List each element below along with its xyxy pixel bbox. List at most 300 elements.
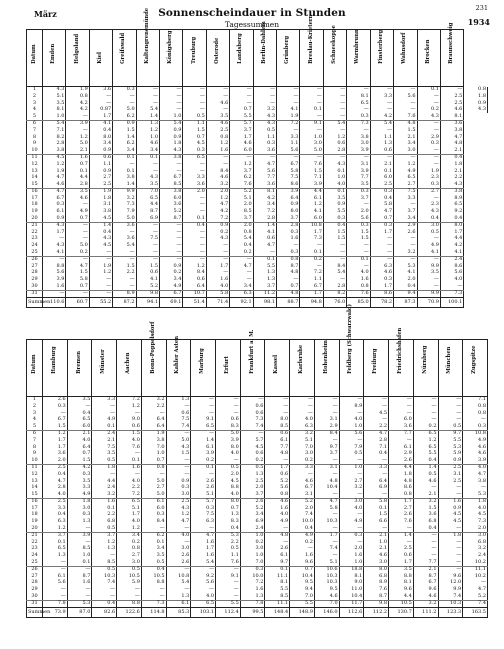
page-number: 231 — [475, 4, 488, 12]
summen-cell: 51.4 — [183, 298, 206, 308]
day-cell: 22 — [27, 539, 43, 546]
value-cell: 4.6 — [43, 181, 66, 188]
value-cell: 3.9 — [66, 120, 89, 127]
value-cell: 0.9 — [160, 134, 183, 141]
value-cell: — — [206, 94, 229, 101]
value-cell: 0.9 — [160, 263, 183, 270]
value-cell: — — [166, 404, 191, 411]
value-cell: 2.8 — [323, 147, 346, 154]
column-header — [67, 340, 92, 397]
value-cell: 2.3 — [417, 175, 440, 182]
value-cell: 1.5 — [323, 229, 346, 236]
column-header — [92, 340, 117, 397]
value-cell: — — [347, 87, 370, 94]
value-cell: — — [417, 128, 440, 135]
day-cell: 1 — [27, 397, 43, 404]
value-cell: 8.4 — [206, 168, 229, 175]
value-cell: 0.4 — [43, 512, 68, 519]
value-cell: 4.7 — [463, 472, 488, 479]
value-cell: 4.3 — [206, 236, 229, 243]
value-cell: 4.7 — [463, 587, 488, 594]
day-cell: 14 — [27, 485, 43, 492]
value-cell: 0.1 — [67, 559, 92, 566]
value-cell: 4.3 — [166, 444, 191, 451]
value-cell: 6.7 — [160, 290, 183, 298]
value-cell: — — [253, 100, 276, 107]
value-cell: — — [113, 283, 136, 290]
value-cell: — — [300, 100, 323, 107]
column-header-label: Kaltengrenemünde — [143, 7, 150, 64]
value-cell: 4.9 — [66, 209, 89, 216]
value-cell: 2.5 — [89, 181, 112, 188]
value-cell: 7.6 — [117, 444, 142, 451]
value-cell: — — [389, 397, 414, 404]
value-cell: 9.1 — [300, 120, 323, 127]
value-cell: 4.0 — [67, 438, 92, 445]
value-cell: — — [113, 229, 136, 236]
value-cell: 3.2 — [394, 249, 417, 256]
value-cell: 3.3 — [43, 506, 68, 513]
value-cell: — — [339, 539, 364, 546]
value-cell: 6.1 — [265, 438, 290, 445]
value-cell: 1.0 — [43, 113, 66, 120]
summen-cell: 98.1 — [253, 298, 276, 308]
value-cell: 0.9 — [277, 202, 300, 209]
value-cell: 2.0 — [183, 188, 206, 195]
column-header-label: Kassel — [273, 355, 280, 374]
table-row — [27, 249, 488, 256]
value-cell: 8.4 — [183, 270, 206, 277]
column-header — [136, 7, 159, 87]
value-cell: 10.2 — [463, 559, 488, 566]
value-cell: 8.7 — [136, 209, 159, 216]
value-cell: 9.5 — [314, 587, 339, 594]
value-cell: 1.6 — [191, 553, 216, 560]
value-cell: 2.1 — [364, 546, 389, 553]
value-cell: 4.1 — [417, 249, 440, 256]
value-cell: — — [160, 168, 183, 175]
value-cell: 3.3 — [183, 175, 206, 182]
summen-cell: 82.6 — [92, 608, 117, 618]
value-cell: 0.9 — [89, 147, 112, 154]
value-cell: 6.2 — [113, 141, 136, 148]
value-cell: 0.2 — [240, 539, 265, 546]
value-cell: 3.4 — [136, 147, 159, 154]
value-cell: 2.1 — [394, 134, 417, 141]
value-cell: 3.8 — [347, 134, 370, 141]
value-cell: 1.8 — [160, 141, 183, 148]
value-cell: 0.3 — [370, 277, 393, 284]
value-cell: 2.8 — [277, 222, 300, 229]
value-cell: 1.2 — [206, 196, 229, 203]
value-cell: 2.9 — [417, 134, 440, 141]
value-cell: 2.7 — [389, 506, 414, 513]
value-cell: — — [339, 512, 364, 519]
value-cell: 8.8 — [141, 580, 166, 587]
value-cell: — — [230, 94, 253, 101]
column-header-label: Finsterberg — [377, 29, 384, 64]
value-cell: 1.2 — [323, 134, 346, 141]
value-cell: — — [417, 256, 440, 263]
column-header-label: Feldberg (Schwarzwald) — [347, 304, 354, 374]
value-cell: — — [417, 154, 440, 161]
value-cell: 1.0 — [136, 134, 159, 141]
value-cell: 1.1 — [277, 141, 300, 148]
day-cell: 15 — [27, 491, 43, 498]
value-cell: 3.1 — [438, 472, 463, 479]
value-cell: 2.8 — [253, 215, 276, 222]
value-cell: 1.5 — [347, 229, 370, 236]
day-cell: 30 — [27, 593, 43, 600]
value-cell: — — [413, 539, 438, 546]
value-cell: 2.0 — [43, 457, 68, 464]
value-cell: 8.9 — [440, 196, 463, 203]
value-cell: 1.2 — [89, 270, 112, 277]
value-cell: — — [394, 202, 417, 209]
value-cell: 0.8 — [230, 229, 253, 236]
value-cell: 3.5 — [43, 100, 66, 107]
value-cell: 7.2 — [206, 215, 229, 222]
day-cell: 9 — [27, 141, 43, 148]
value-cell: 0.1 — [136, 154, 159, 161]
value-cell: 2.6 — [191, 478, 216, 485]
value-cell: 0.6 — [117, 423, 142, 430]
column-header-label: Bremen — [75, 351, 82, 374]
value-cell: 0.5 — [92, 566, 117, 573]
value-cell: 7.3 — [113, 202, 136, 209]
value-cell: 0.3 — [253, 141, 276, 148]
column-header-label: Treuburg — [190, 36, 197, 64]
value-cell: — — [370, 100, 393, 107]
value-cell: — — [216, 397, 241, 404]
value-cell: 0.2 — [290, 457, 315, 464]
value-cell: 4.0 — [339, 506, 364, 513]
column-header-label: Osterode — [214, 37, 221, 64]
value-cell: 2.5 — [440, 94, 463, 101]
column-header — [417, 30, 440, 87]
value-cell: 4.0 — [216, 491, 241, 498]
value-cell: — — [314, 491, 339, 498]
column-header-label: Bonn-Poppelsdorf — [149, 321, 156, 374]
value-cell: 0.8 — [464, 87, 488, 94]
value-cell: — — [113, 256, 136, 263]
value-cell: 1.6 — [339, 553, 364, 560]
value-cell: — — [141, 593, 166, 600]
value-cell: 3.0 — [117, 559, 142, 566]
value-cell: — — [166, 525, 191, 532]
value-cell: 3.4 — [160, 277, 183, 284]
value-cell: 4.5 — [364, 410, 389, 417]
value-cell: — — [117, 410, 142, 417]
value-cell: 1.0 — [240, 532, 265, 539]
value-cell: 0.2 — [206, 229, 229, 236]
value-cell: 3.3 — [370, 94, 393, 101]
day-cell: 19 — [27, 519, 43, 526]
value-cell: 3.9 — [277, 188, 300, 195]
value-cell: 4.4 — [389, 593, 414, 600]
value-cell: 1.5 — [394, 128, 417, 135]
value-cell: 5.8 — [364, 498, 389, 505]
value-cell: 3.5 — [323, 196, 346, 203]
value-cell: 3.6 — [253, 181, 276, 188]
value-cell: 6.4 — [277, 196, 300, 203]
column-header-label: München — [446, 346, 453, 374]
value-cell: 3.6 — [43, 451, 68, 458]
value-cell: 2.5 — [370, 181, 393, 188]
column-header — [323, 25, 346, 87]
value-cell: 1.6 — [265, 506, 290, 513]
summen-cell: 76.0 — [323, 298, 346, 308]
value-cell: 6.1 — [300, 196, 323, 203]
value-cell: 0.5 — [216, 464, 241, 471]
day-cell: 16 — [27, 188, 43, 195]
value-cell: 10.3 — [92, 573, 117, 580]
value-cell: 4.0 — [347, 270, 370, 277]
value-cell: 0.3 — [347, 188, 370, 195]
value-cell: — — [323, 113, 346, 120]
value-cell: — — [394, 154, 417, 161]
value-cell: — — [417, 120, 440, 127]
value-cell: 3.0 — [394, 147, 417, 154]
column-header — [230, 30, 253, 87]
value-cell: 2.8 — [364, 438, 389, 445]
value-cell: 1.7 — [43, 438, 68, 445]
column-header — [389, 327, 414, 397]
value-cell: — — [117, 451, 142, 458]
value-cell: 1.4 — [89, 222, 112, 229]
value-cell: — — [314, 539, 339, 546]
value-cell: 0.5 — [240, 464, 265, 471]
table-row — [27, 94, 488, 101]
value-cell: 0.4 — [417, 215, 440, 222]
day-cell: 5 — [27, 423, 43, 430]
value-cell: 0.3 — [370, 222, 393, 229]
value-cell: — — [370, 107, 393, 114]
value-cell: 1.7 — [370, 283, 393, 290]
value-cell: 5.1 — [290, 438, 315, 445]
value-cell: 10.8 — [166, 573, 191, 580]
value-cell: 3.5 — [347, 181, 370, 188]
value-cell: 0.2 — [300, 256, 323, 263]
value-cell: — — [339, 438, 364, 445]
value-cell: 5.1 — [191, 491, 216, 498]
value-cell: — — [160, 229, 183, 236]
value-cell: 0.5 — [92, 525, 117, 532]
summen-cell: 69.1 — [160, 298, 183, 308]
value-cell: 3.3 — [394, 196, 417, 203]
value-cell: 1.1 — [89, 162, 112, 169]
value-cell: — — [300, 243, 323, 250]
value-cell: — — [417, 196, 440, 203]
value-cell: 8.0 — [364, 566, 389, 573]
value-cell: 0.4 — [89, 229, 112, 236]
value-cell: 0.8 — [117, 546, 142, 553]
value-cell: — — [191, 525, 216, 532]
value-cell: 5.2 — [136, 283, 159, 290]
value-cell: 0.3 — [417, 181, 440, 188]
value-cell: — — [314, 457, 339, 464]
value-cell: — — [66, 256, 89, 263]
value-cell: — — [364, 491, 389, 498]
summen-cell: 85.3 — [166, 608, 191, 618]
value-cell: 1.5 — [166, 451, 191, 458]
value-cell: 9.9 — [113, 188, 136, 195]
value-cell: — — [389, 404, 414, 411]
value-cell: — — [389, 525, 414, 532]
value-cell: 12.0 — [438, 580, 463, 587]
column-header — [364, 340, 389, 397]
value-cell: 4.6 — [290, 478, 315, 485]
table-row — [27, 196, 488, 203]
value-cell: 2.7 — [394, 181, 417, 188]
day-cell: 22 — [27, 229, 43, 236]
column-header — [370, 30, 393, 87]
value-cell: 5.2 — [160, 209, 183, 216]
value-cell: 0.3 — [347, 222, 370, 229]
value-cell: 1.2 — [66, 134, 89, 141]
day-cell: 31 — [27, 600, 43, 608]
value-cell: — — [166, 457, 191, 464]
day-cell: 6 — [27, 120, 43, 127]
value-cell: 5.4 — [323, 270, 346, 277]
day-cell: 26 — [27, 566, 43, 573]
day-cell: 11 — [27, 464, 43, 471]
value-cell: 3.2 — [113, 196, 136, 203]
value-cell: 4.3 — [43, 222, 66, 229]
value-cell: 0.2 — [290, 539, 315, 546]
value-cell: 7.5 — [277, 175, 300, 182]
value-cell: 2.0 — [240, 485, 265, 492]
value-cell: 3.6 — [113, 236, 136, 243]
summen-cell: 111.2 — [413, 608, 438, 618]
day-cell: 31 — [27, 290, 43, 298]
value-cell: 4.1 — [136, 277, 159, 284]
day-cell: 2 — [27, 404, 43, 411]
value-cell: 4.6 — [66, 196, 89, 203]
value-cell: 1.4 — [136, 113, 159, 120]
value-cell: 1.7 — [314, 532, 339, 539]
value-cell: 10.4 — [290, 573, 315, 580]
value-cell: 1.6 — [191, 539, 216, 546]
summen-cell: 71.4 — [206, 298, 229, 308]
value-cell: 11.1 — [463, 566, 488, 573]
value-cell: 9.4 — [290, 587, 315, 594]
value-cell: — — [136, 100, 159, 107]
value-cell: 0.8 — [141, 464, 166, 471]
value-cell: 1.2 — [394, 162, 417, 169]
summen-cell: 122.6 — [117, 608, 142, 618]
value-cell: 8.0 — [277, 209, 300, 216]
value-cell: — — [463, 485, 488, 492]
value-cell: 3.9 — [347, 147, 370, 154]
value-cell: — — [113, 100, 136, 107]
value-cell: — — [43, 236, 66, 243]
value-cell: 2.6 — [389, 512, 414, 519]
column-header-label: Kiel — [97, 52, 104, 64]
value-cell: 3.2 — [413, 498, 438, 505]
value-cell: 0.4 — [413, 457, 438, 464]
value-cell: 3.1 — [347, 162, 370, 169]
value-cell: 7.3 — [347, 120, 370, 127]
value-cell: 5.0 — [216, 430, 241, 437]
value-cell: 2.6 — [389, 457, 414, 464]
value-cell: — — [417, 147, 440, 154]
value-cell: 3.0 — [67, 506, 92, 513]
value-cell: — — [438, 417, 463, 424]
value-cell: 0.4 — [323, 222, 346, 229]
value-cell: 6.9 — [240, 519, 265, 526]
value-cell: 1.2 — [43, 525, 68, 532]
column-header — [89, 30, 112, 87]
value-cell: — — [183, 100, 206, 107]
value-cell: 0.7 — [66, 283, 89, 290]
value-cell: 0.1 — [347, 256, 370, 263]
value-cell: 0.6 — [166, 410, 191, 417]
column-header — [277, 30, 300, 87]
value-cell: 10.4 — [314, 485, 339, 492]
value-cell: 4.6 — [206, 175, 229, 182]
value-cell: 0.8 — [265, 491, 290, 498]
value-cell: — — [253, 94, 276, 101]
value-cell: 0.6 — [89, 154, 112, 161]
value-cell: 7.6 — [216, 559, 241, 566]
value-cell: 2.1 — [413, 491, 438, 498]
value-cell: 1.6 — [92, 498, 117, 505]
value-cell: — — [160, 243, 183, 250]
value-cell: — — [323, 94, 346, 101]
value-cell: — — [66, 236, 89, 243]
day-cell: 3 — [27, 410, 43, 417]
value-cell: 6.2 — [113, 113, 136, 120]
summen-cell: 100.1 — [440, 298, 463, 308]
value-cell: 4.7 — [43, 175, 66, 182]
value-cell: 4.7 — [43, 188, 66, 195]
value-cell: 4.8 — [389, 478, 414, 485]
value-cell: 5.4 — [160, 120, 183, 127]
column-header-label: Marburg — [199, 348, 206, 374]
value-cell: 8.7 — [364, 593, 389, 600]
table-row — [27, 283, 488, 290]
value-cell: 1.7 — [191, 546, 216, 553]
value-cell: 4.5 — [463, 512, 488, 519]
value-cell: 1.1 — [370, 134, 393, 141]
value-cell: 5.7 — [240, 438, 265, 445]
value-cell: — — [413, 404, 438, 411]
column-header — [160, 30, 183, 87]
value-cell: 0.3 — [67, 512, 92, 519]
value-cell: 7.6 — [389, 519, 414, 526]
value-cell: 0.7 — [370, 215, 393, 222]
value-cell: 8.0 — [89, 134, 112, 141]
value-cell: 4.9 — [92, 417, 117, 424]
value-cell: — — [339, 410, 364, 417]
value-cell: 3.5 — [67, 478, 92, 485]
value-cell: — — [160, 100, 183, 107]
value-cell: 6.0 — [389, 417, 414, 424]
day-cell: 29 — [27, 587, 43, 594]
value-cell: 1.2 — [43, 162, 66, 169]
value-cell: 2.2 — [113, 270, 136, 277]
value-cell: 8.5 — [265, 593, 290, 600]
value-cell: — — [339, 472, 364, 479]
value-cell: 7.7 — [347, 175, 370, 182]
value-cell: 3.5 — [66, 188, 89, 195]
value-cell: — — [136, 249, 159, 256]
value-cell: 3.6 — [440, 120, 463, 127]
value-cell: 1.8 — [389, 472, 414, 479]
value-cell: — — [43, 593, 68, 600]
value-cell: 5.3 — [394, 263, 417, 270]
